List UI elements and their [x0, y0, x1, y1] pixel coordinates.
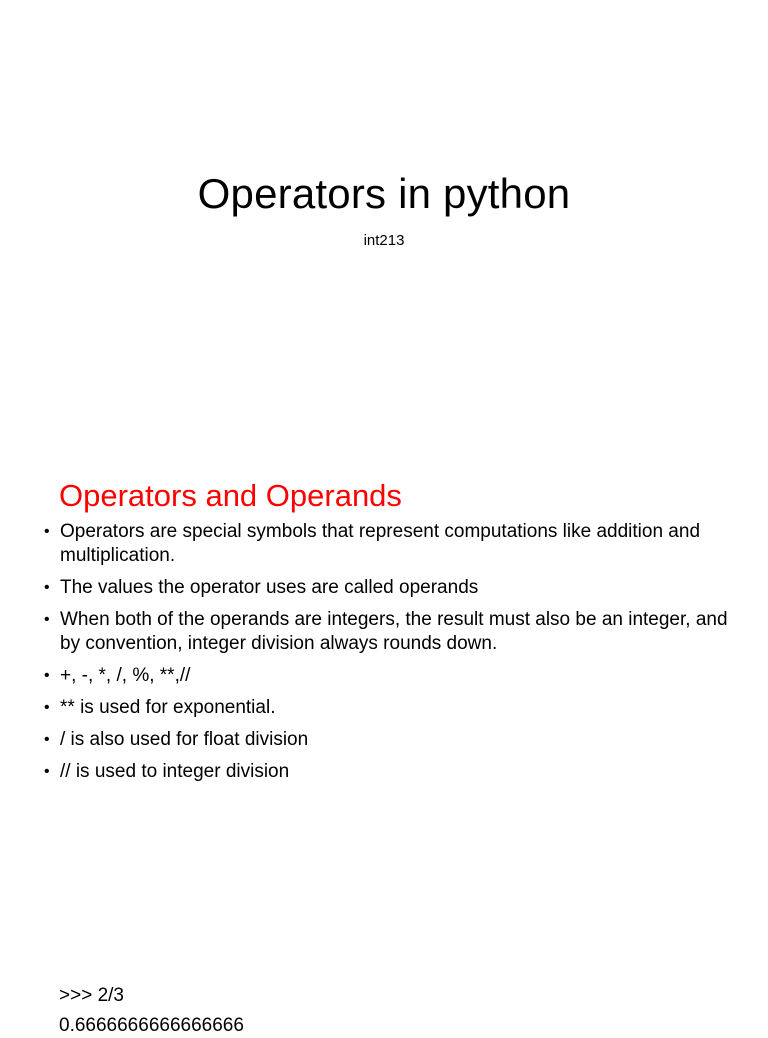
- code-output-line: 0.6666666666666666: [59, 1015, 244, 1036]
- bullet-list: [44, 520, 734, 792]
- bullet-icon: •: [44, 579, 50, 596]
- bullet-item: [44, 696, 734, 720]
- bullet-text: // is used to integer division: [60, 761, 290, 782]
- bullet-item: [44, 576, 734, 600]
- bullet-icon: •: [44, 523, 50, 540]
- section-title: Operators and Operands: [59, 478, 402, 513]
- bullet-item: [44, 728, 734, 752]
- slide-subtitle: int213: [363, 232, 405, 249]
- code-line: >>> 2/3: [59, 985, 124, 1006]
- bullet-icon: •: [44, 699, 50, 716]
- bullet-text: When both of the operands are integers, the result must also be an integer, and by convention, integer division always rounds down.: [60, 609, 728, 654]
- bullet-icon: •: [44, 763, 50, 780]
- title-slide: [0, 0, 768, 440]
- bullet-item: [44, 608, 734, 656]
- bullet-text: +, -, *, /, %, **,//: [60, 665, 191, 686]
- bullet-item: [44, 664, 734, 688]
- bullet-text: The values the operator uses are called operands: [60, 577, 479, 598]
- operators-slide: [0, 440, 768, 960]
- bullet-item: [44, 520, 734, 568]
- slide-title: Operators in python: [197, 170, 571, 217]
- bullet-text: ** is used for exponential.: [60, 697, 276, 718]
- bullet-text: / is also used for float division: [60, 729, 309, 750]
- bullet-icon: •: [44, 611, 50, 628]
- bullet-icon: •: [44, 731, 50, 748]
- code-slide: [0, 960, 768, 1036]
- bullet-text: Operators are special symbols that represent computations like addition and multiplication.: [60, 521, 701, 566]
- bullet-icon: •: [44, 667, 50, 684]
- bullet-item: [44, 760, 734, 784]
